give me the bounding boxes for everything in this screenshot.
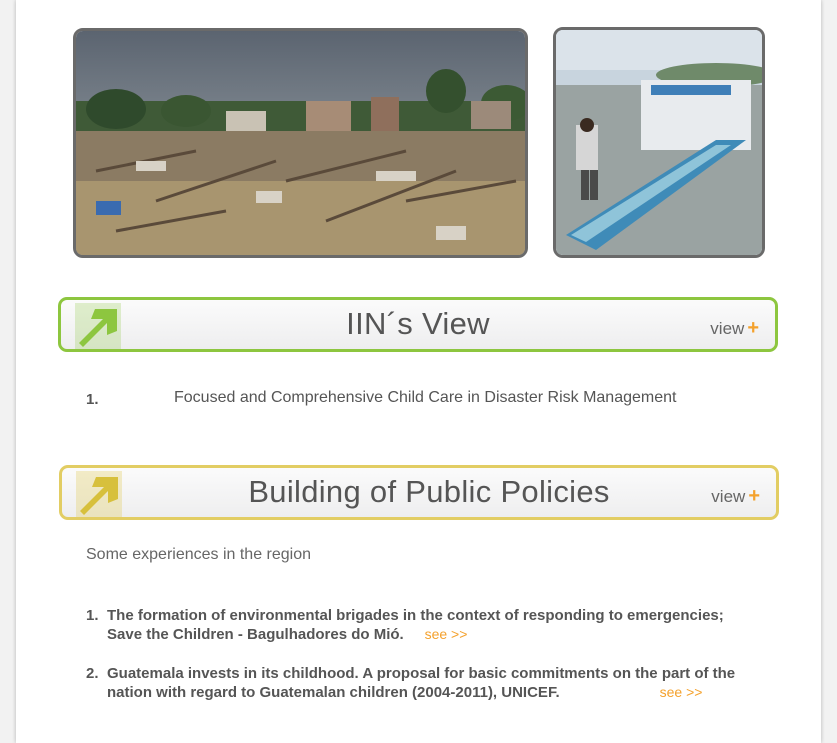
- flooded-boat-photo: [553, 27, 765, 258]
- item-number: 1.: [86, 607, 99, 624]
- section-intro: Some experiences in the region: [86, 546, 312, 563]
- public-policies-banner[interactable]: [59, 465, 779, 520]
- list-item: [86, 664, 756, 702]
- page-container: [16, 0, 821, 743]
- item-text: The formation of environmental brigades in the context of responding to emergencies; Save the Children - Bagulhadores do Mió.: [107, 607, 724, 643]
- item-text: Guatemala invests in its childhood. A proposal for basic commitments on the part of the nation with regard to Guatemalan children (2004-2011), UNICEF.: [107, 665, 736, 701]
- plus-icon[interactable]: +: [748, 485, 760, 507]
- item-number: 2.: [86, 665, 99, 682]
- item-link[interactable]: Focused and Comprehensive Child Care in Disaster Risk Management: [174, 389, 677, 406]
- see-more-link[interactable]: see >>: [659, 684, 703, 700]
- tsunami-debris-photo: [73, 28, 528, 258]
- list-item: [86, 606, 756, 644]
- view-label[interactable]: view: [710, 319, 745, 338]
- iin-view-banner[interactable]: [58, 297, 778, 352]
- banner-title: IIN´s View: [346, 306, 490, 341]
- item-number: 1.: [86, 391, 99, 408]
- view-button[interactable]: [711, 485, 760, 508]
- view-label[interactable]: view: [711, 487, 746, 506]
- plus-icon[interactable]: +: [747, 317, 759, 339]
- view-button[interactable]: [710, 317, 759, 340]
- see-more-link[interactable]: see >>: [424, 626, 468, 642]
- banner-title: Building of Public Policies: [248, 474, 610, 509]
